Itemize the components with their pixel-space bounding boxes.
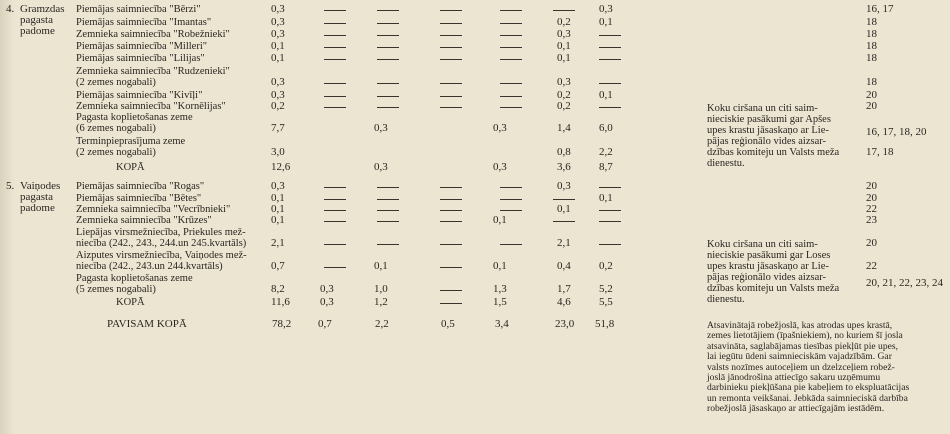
district-name-line: pagasta	[20, 191, 53, 203]
area-value: 1,3	[493, 283, 507, 295]
area-value: 1,2	[374, 296, 388, 308]
final-note-line: zemes lietotājiem (īpašniekiem), no kuriem šī josla	[707, 330, 903, 342]
row-name: Piemājas saimniecība "Imantas"	[76, 17, 212, 28]
empty-dash	[440, 267, 462, 268]
row-name-line: niecība (242., 243., 244.un 245.kvartāls)	[76, 238, 247, 249]
area-value: 0,3	[271, 180, 285, 192]
parcel-numbers: 18	[866, 28, 877, 40]
row-name-line: Aizputes virsmežniecība, Vaiņodes mež-	[76, 250, 247, 261]
final-note-line: robežjoslā jāsaskaņo ar attiecīgajām iestādēm.	[707, 403, 885, 415]
empty-dash	[377, 210, 399, 211]
final-note-line: lai iegūtu ūdeni saimnieciskām vajadzībām. Gar	[707, 351, 892, 363]
empty-dash	[553, 199, 575, 200]
district-note-line: dienestu.	[707, 158, 745, 169]
empty-dash	[377, 35, 399, 36]
empty-dash	[377, 59, 399, 60]
row-name: Piemājas saimniecība "Bērzi"	[76, 4, 201, 15]
area-value: 0,1	[557, 40, 571, 52]
row-name: Zemnieka saimniecība "Vecrībnieki"	[76, 204, 231, 215]
parcel-numbers: 17, 18	[866, 146, 894, 158]
empty-dash	[500, 59, 522, 60]
empty-dash	[377, 244, 399, 245]
empty-dash	[440, 303, 462, 304]
empty-dash	[500, 96, 522, 97]
row-name: Piemājas saimniecība "Kivīļi"	[76, 90, 203, 101]
district-note-line: nieciskie pasākumi gar Loses	[707, 250, 831, 261]
empty-dash	[440, 47, 462, 48]
row-name: Zemnieka saimniecība "Kornēlijas"	[76, 101, 226, 112]
area-value: 0,1	[557, 203, 571, 215]
district-note-line: nieciskie pasākumi gar Apšes	[707, 114, 831, 125]
area-value: 8,7	[599, 161, 613, 173]
area-value: 0,1	[599, 192, 613, 204]
area-value: 2,1	[557, 237, 571, 249]
parcel-numbers: 22	[866, 260, 877, 272]
empty-dash	[377, 96, 399, 97]
parcel-numbers: 20	[866, 89, 877, 101]
subtotal-label: KOPĀ	[116, 297, 145, 308]
area-value: 0,2	[557, 16, 571, 28]
empty-dash	[377, 47, 399, 48]
row-name-line: (2 zemes nogabali)	[76, 77, 156, 88]
empty-dash	[324, 59, 346, 60]
area-value: 4,6	[557, 296, 571, 308]
empty-dash	[377, 10, 399, 11]
row-name: Piemājas saimniecība "Milleri"	[76, 41, 208, 52]
row-name-line: Zemnieka saimniecība "Rudzenieki"	[76, 66, 230, 77]
area-value: 0,4	[557, 260, 571, 272]
empty-dash	[500, 210, 522, 211]
row-name-line: Terminpieprasījuma zeme	[76, 136, 186, 147]
row-name-line: (2 zemes nogabali)	[76, 147, 156, 158]
area-value: 0,1	[493, 260, 507, 272]
grand-total-value: 78,2	[272, 318, 292, 330]
area-value: 0,3	[271, 16, 285, 28]
empty-dash	[599, 221, 621, 222]
area-value: 0,3	[493, 161, 507, 173]
empty-dash	[440, 199, 462, 200]
district-note-line: pājas reģionālo vides aizsar-	[707, 272, 827, 283]
row-name-line: (5 zemes nogabali)	[76, 284, 156, 295]
district-note-line: Koku ciršana un citi saim-	[707, 103, 818, 114]
area-value: 0,3	[271, 28, 285, 40]
row-name: Zemnieka saimniecība "Krūzes"	[76, 215, 212, 226]
area-value: 0,1	[271, 192, 285, 204]
empty-dash	[324, 96, 346, 97]
area-value: 0,3	[374, 122, 388, 134]
empty-dash	[500, 23, 522, 24]
area-value: 11,6	[271, 296, 290, 308]
empty-dash	[599, 244, 621, 245]
row-name-line: Pagasta koplietošanas zeme	[76, 273, 193, 284]
empty-dash	[500, 187, 522, 188]
empty-dash	[324, 23, 346, 24]
area-value: 0,1	[557, 52, 571, 64]
area-value: 0,3	[557, 76, 571, 88]
area-value: 1,7	[557, 283, 571, 295]
row-name-line: niecība (242., 243.un 244.kvartāls)	[76, 261, 223, 272]
area-value: 5,5	[599, 296, 613, 308]
grand-total-label: PAVISAM KOPĀ	[107, 318, 187, 330]
parcel-numbers: 23	[866, 214, 877, 226]
empty-dash	[553, 10, 575, 11]
area-value: 0,2	[557, 89, 571, 101]
parcel-numbers: 18	[866, 52, 877, 64]
empty-dash	[440, 290, 462, 291]
district-name-line: Vaiņodes	[20, 180, 61, 192]
empty-dash	[440, 10, 462, 11]
area-value: 0,1	[599, 89, 613, 101]
empty-dash	[500, 107, 522, 108]
empty-dash	[599, 210, 621, 211]
area-value: 0,3	[320, 283, 334, 295]
empty-dash	[324, 83, 346, 84]
final-note-line: valsts nozīmes autoceļiem un dzelzceļiem robež-	[707, 361, 895, 373]
area-value: 0,1	[271, 214, 285, 226]
area-value: 2,2	[599, 146, 613, 158]
empty-dash	[500, 83, 522, 84]
area-value: 0,1	[271, 203, 285, 215]
subtotal-label: KOPĀ	[116, 162, 145, 173]
area-value: 1,0	[374, 283, 388, 295]
empty-dash	[324, 210, 346, 211]
empty-dash	[377, 23, 399, 24]
area-value: 0,3	[557, 180, 571, 192]
empty-dash	[440, 35, 462, 36]
area-value: 0,2	[271, 100, 285, 112]
grand-total-value: 0,7	[318, 318, 332, 330]
empty-dash	[440, 107, 462, 108]
parcel-numbers: 20, 21, 22, 23, 24	[866, 277, 943, 289]
row-name: Piemājas saimniecība "Rogas"	[76, 181, 205, 192]
parcel-numbers: 20	[866, 192, 877, 204]
empty-dash	[324, 244, 346, 245]
area-value: 12,6	[271, 161, 291, 173]
parcel-numbers: 16, 17, 18, 20	[866, 126, 927, 138]
district-note-line: pājas reģionālo vides aizsar-	[707, 136, 827, 147]
row-name-line: (6 zemes nogabali)	[76, 123, 156, 134]
district-note-line: dzības komiteju un Valsts meža	[707, 147, 840, 158]
area-value: 0,3	[374, 161, 388, 173]
parcel-numbers: 18	[866, 16, 877, 28]
area-value: 0,2	[599, 260, 613, 272]
empty-dash	[599, 35, 621, 36]
parcel-numbers: 20	[866, 100, 877, 112]
grand-total-value: 0,5	[441, 318, 455, 330]
area-value: 7,7	[271, 122, 285, 134]
area-value: 0,7	[271, 260, 285, 272]
empty-dash	[440, 96, 462, 97]
empty-dash	[599, 107, 621, 108]
area-value: 3,0	[271, 146, 285, 158]
area-value: 0,2	[557, 100, 571, 112]
area-value: 0,1	[493, 214, 507, 226]
empty-dash	[500, 199, 522, 200]
empty-dash	[377, 199, 399, 200]
parcel-numbers: 18	[866, 76, 877, 88]
area-value: 0,3	[493, 122, 507, 134]
empty-dash	[324, 35, 346, 36]
area-value: 0,3	[320, 296, 334, 308]
area-value: 5,2	[599, 283, 613, 295]
empty-dash	[377, 83, 399, 84]
area-value: 2,1	[271, 237, 285, 249]
area-value: 0,3	[271, 89, 285, 101]
empty-dash	[324, 199, 346, 200]
area-value: 0,1	[374, 260, 388, 272]
area-value: 0,3	[271, 76, 285, 88]
row-name: Piemājas saimniecība "Bētes"	[76, 193, 202, 204]
empty-dash	[500, 10, 522, 11]
empty-dash	[324, 187, 346, 188]
district-number: 4.	[6, 3, 15, 15]
row-name: Zemnieka saimniecība "Robežnieki"	[76, 29, 230, 40]
district-note-line: upes krastu jāsaskaņo ar Lie-	[707, 125, 829, 136]
empty-dash	[377, 107, 399, 108]
row-name-line: Pagasta koplietošanas zeme	[76, 112, 193, 123]
empty-dash	[440, 83, 462, 84]
final-note-line: un remonta veikšanai. Jebkāda saimnieciskā darbība	[707, 392, 908, 404]
empty-dash	[377, 221, 399, 222]
parcel-numbers: 16, 17	[866, 3, 894, 15]
empty-dash	[500, 47, 522, 48]
empty-dash	[440, 187, 462, 188]
area-value: 1,5	[493, 296, 507, 308]
page-edge-shadow	[0, 0, 14, 434]
district-name-line: padome	[20, 202, 55, 214]
empty-dash	[440, 23, 462, 24]
district-name-line: Gramzdas	[20, 3, 65, 15]
grand-total-value: 51,8	[595, 318, 615, 330]
parcel-numbers: 18	[866, 40, 877, 52]
empty-dash	[553, 221, 575, 222]
empty-dash	[500, 35, 522, 36]
final-note-line: darbinieku piekļūšana pie kabeļiem to ekspluatācijas	[707, 382, 910, 394]
area-value: 3,6	[557, 161, 571, 173]
row-name: Piemājas saimniecība "Lilijas"	[76, 53, 205, 64]
district-name-line: padome	[20, 25, 55, 37]
district-note-line: dienestu.	[707, 294, 745, 305]
parcel-numbers: 20	[866, 180, 877, 192]
empty-dash	[324, 221, 346, 222]
empty-dash	[377, 187, 399, 188]
area-value: 0,3	[599, 3, 613, 15]
empty-dash	[440, 210, 462, 211]
empty-dash	[324, 47, 346, 48]
area-value: 0,1	[599, 16, 613, 28]
grand-total-value: 3,4	[495, 318, 509, 330]
empty-dash	[324, 267, 346, 268]
empty-dash	[599, 47, 621, 48]
area-value: 6,0	[599, 122, 613, 134]
empty-dash	[440, 244, 462, 245]
area-value: 8,2	[271, 283, 285, 295]
parcel-numbers: 20	[866, 237, 877, 249]
parcel-numbers: 22	[866, 203, 877, 215]
empty-dash	[324, 107, 346, 108]
area-value: 0,8	[557, 146, 571, 158]
final-note-line: atsavināta, saglabājamas tiesības piekļūt pie upes,	[707, 340, 899, 352]
grand-total-value: 23,0	[555, 318, 575, 330]
area-value: 1,4	[557, 122, 571, 134]
empty-dash	[440, 59, 462, 60]
empty-dash	[500, 244, 522, 245]
empty-dash	[599, 59, 621, 60]
final-note-line: joslā jānodrošina attiecīgo sakaru uzņēmumu	[707, 372, 881, 383]
area-value: 0,1	[271, 52, 285, 64]
grand-total-value: 2,2	[375, 318, 389, 330]
area-value: 0,1	[271, 40, 285, 52]
district-number: 5.	[6, 180, 15, 192]
district-note-line: upes krastu jāsaskaņo ar Lie-	[707, 261, 829, 272]
district-note-line: Koku ciršana un citi saim-	[707, 239, 818, 250]
area-value: 0,3	[557, 28, 571, 40]
empty-dash	[599, 187, 621, 188]
empty-dash	[599, 83, 621, 84]
row-name-line: Liepājas virsmežniecība, Priekules mež-	[76, 227, 246, 238]
area-value: 0,3	[271, 3, 285, 15]
empty-dash	[324, 10, 346, 11]
empty-dash	[440, 221, 462, 222]
district-note-line: dzības komiteju un Valsts meža	[707, 283, 840, 294]
final-note-line: Atsavinātajā robežjoslā, kas atrodas upes krastā,	[707, 320, 893, 331]
district-name-line: pagasta	[20, 14, 53, 26]
